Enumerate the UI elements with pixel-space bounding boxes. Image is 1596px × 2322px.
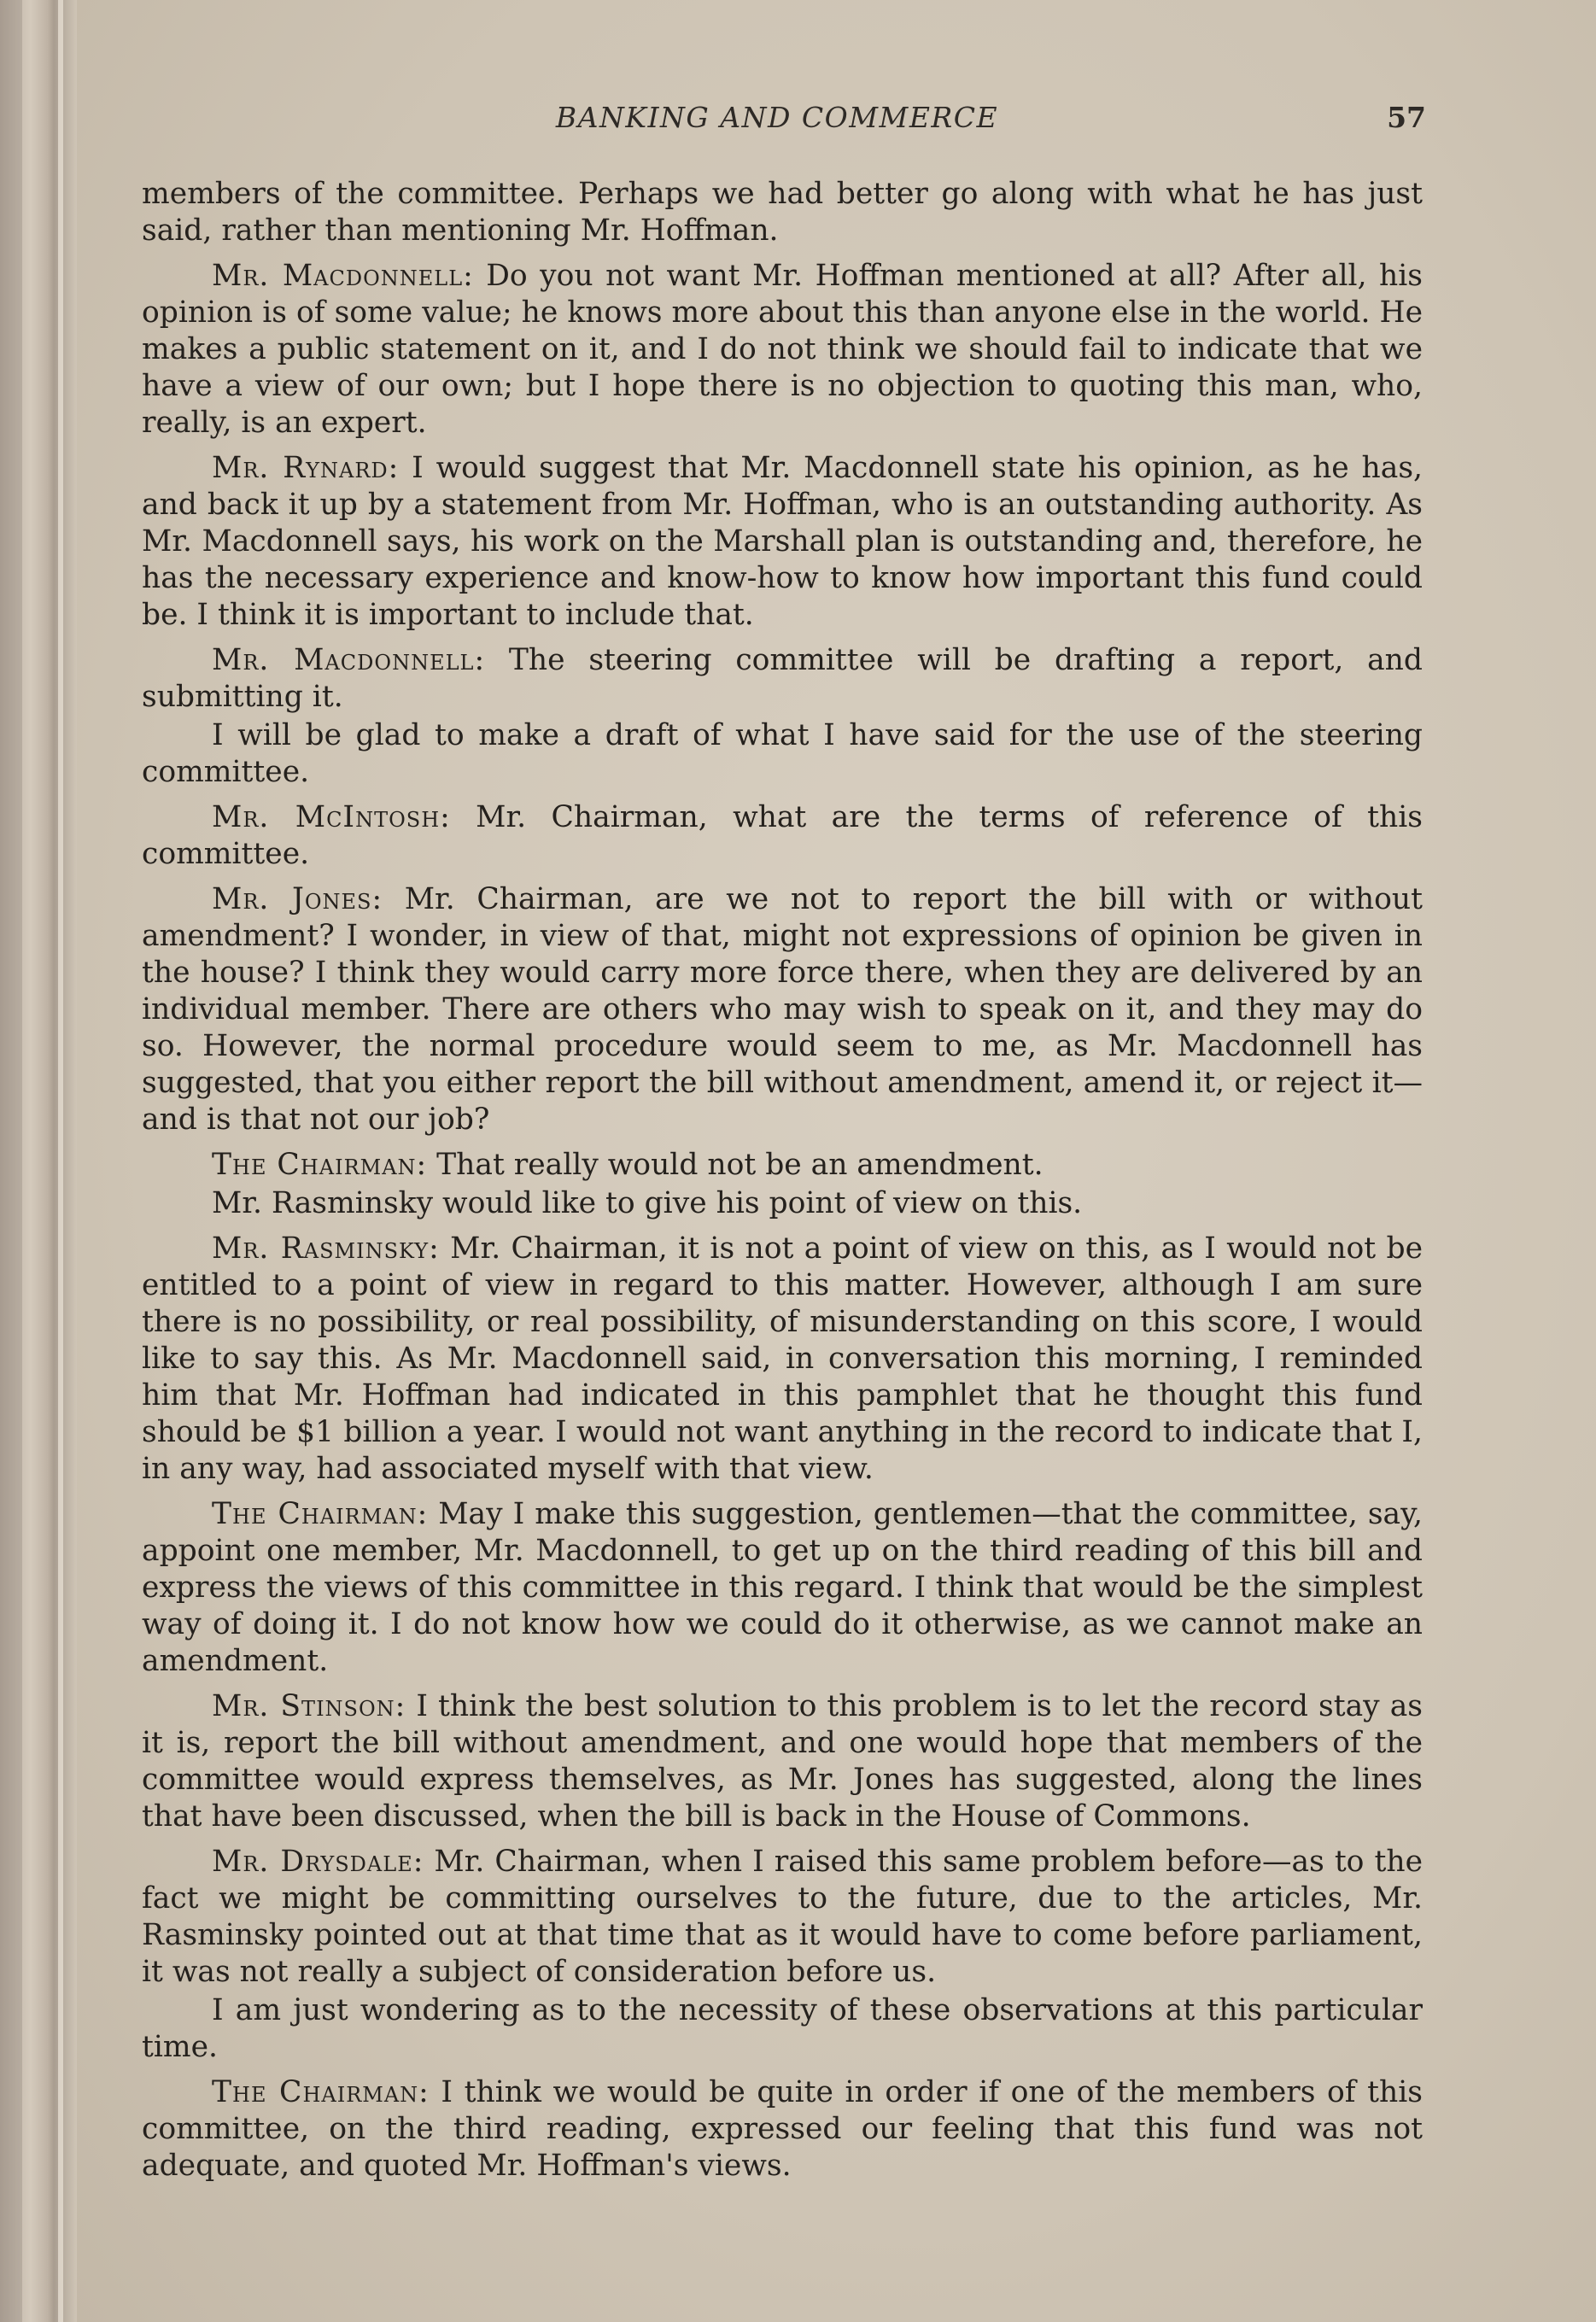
paragraph — [142, 799, 1423, 873]
paragraph-text: I am just wondering as to the necessity of these observations at this particular time. — [142, 1993, 1423, 2064]
paragraph-text: Mr. Chairman, are we not to report the bill with or without amendment? I wonder, in view of that, might not expressions of opinion be given in the house? I think they would carry more force there, when they are delivered by an individual member. There are others who may wish to speak on it, and they may do so. However, the normal procedure would seem to me, as Mr. Macdonnell has suggested, that you either report the bill without amendment, amend it, or reject it—and is that not our job? — [142, 882, 1423, 1137]
paragraph-text: May I make this suggestion, gentlemen—that the committee, say, appoint one member, Mr. Macdonnell, to get up on the third reading of this bill and express the views of this committee in this regard. I think that would be the simplest way of doing it. I do not know how we could do it otherwise, as we cannot make an amendment. — [142, 1497, 1423, 1678]
paragraph-text: members of the committee. Perhaps we had better go along with what he has just said, rather than mentioning Mr. Hoffman. — [142, 177, 1423, 248]
paragraph-text: I think the best solution to this problem is to let the record stay as it is, report the bill without amendment, and one would hope that members of the committee would express themselves, as Mr. Jones has suggested, along the lines that have been discussed, when the bill is back in the House of Commons. — [142, 1689, 1423, 1834]
speaker-name: Mr. Macdonnell: — [212, 259, 474, 293]
paragraph-text: The steering committee will be drafting a report, and submitting it. — [142, 643, 1423, 714]
speaker-name: Mr. McIntosh: — [212, 800, 451, 834]
paragraph — [142, 258, 1423, 442]
speaker-name: Mr. Macdonnell: — [212, 643, 486, 677]
paragraph — [142, 1496, 1423, 1680]
paragraph — [142, 1231, 1423, 1488]
paragraph-text: Mr. Chairman, what are the terms of reference of this committee. — [142, 800, 1423, 871]
paragraph-text: I think we would be quite in order if one of the members of this committee, on the third reading, expressed our feeling that this fund was not adequate, and quoted Mr. Hoffman's views. — [142, 2075, 1423, 2183]
page-body — [142, 176, 1423, 2193]
paragraph-text: Mr. Chairman, when I raised this same problem before—as to the fact we might be committing ourselves to the future, due to the articles, Mr. Rasminsky pointed out at that time that as it would have to come before parliament, it was not really a subject of consideration before us. — [142, 1845, 1423, 1989]
speaker-name: The Chairman: — [212, 2075, 430, 2109]
paragraph-text: I will be glad to make a draft of what I have said for the use of the steering committee. — [142, 718, 1423, 789]
page-number: 57 — [1387, 101, 1426, 134]
book-spine — [0, 0, 77, 2322]
paragraph — [142, 2074, 1423, 2185]
paragraph — [142, 642, 1423, 716]
paragraph — [142, 176, 1423, 249]
speaker-name: The Chairman: — [212, 1148, 428, 1182]
speaker-name: Mr. Drysdale: — [212, 1845, 424, 1879]
paragraph-text: That really would not be an amendment. — [427, 1148, 1044, 1182]
paragraph-text: Do you not want Mr. Hoffman mentioned at all? After all, his opinion is of some value; he knows more about this than anyone else in the world. He makes a public statement on it, and I do not think we should fail to indicate that we have a view of our own; but I hope there is no objection to quoting this man, who, really, is an expert. — [142, 259, 1423, 440]
paragraph-text: Mr. Chairman, it is not a point of view on this, as I would not be entitled to a point of view in regard to this matter. However, although I am sure there is no possibility, or real possibility, of misunderstanding on this score, I would like to say this. As Mr. Macdonnell said, in conversation this morning, I reminded him that Mr. Hoffman had indicated in this pamphlet that he thought this fund should be $1 billion a year. I would not want anything in the record to indicate that I, in any way, had associated myself with that view. — [142, 1231, 1424, 1486]
page-header — [128, 101, 1426, 143]
paragraph — [142, 881, 1423, 1138]
speaker-name: Mr. Rasminsky: — [212, 1231, 440, 1266]
page-edge — [58, 0, 63, 2322]
paragraph-text: Mr. Rasminsky would like to give his point of view on this. — [212, 1186, 1083, 1220]
paragraph — [142, 1147, 1423, 1184]
speaker-name: Mr. Rynard: — [212, 451, 400, 485]
paragraph-text: I would suggest that Mr. Macdonnell state his opinion, as he has, and back it up by a statement from Mr. Hoffman, who is an outstanding authority. As Mr. Macdonnell says, his work on the Marshall plan is outstanding and, therefore, he has the necessary experience and know-how to know how important this fund could be. I think it is important to include that. — [142, 451, 1424, 632]
speaker-name: Mr. Jones: — [212, 882, 383, 916]
speaker-name: The Chairman: — [212, 1497, 429, 1531]
paragraph — [142, 450, 1423, 634]
paragraph — [142, 1992, 1423, 2066]
speaker-name: Mr. Stinson: — [212, 1689, 406, 1723]
paragraph — [142, 717, 1423, 791]
paragraph — [142, 1688, 1423, 1835]
paragraph — [142, 1844, 1423, 1991]
running-head: BANKING AND COMMERCE — [555, 101, 999, 134]
paragraph — [142, 1185, 1423, 1222]
spine-shadow — [0, 0, 22, 2322]
